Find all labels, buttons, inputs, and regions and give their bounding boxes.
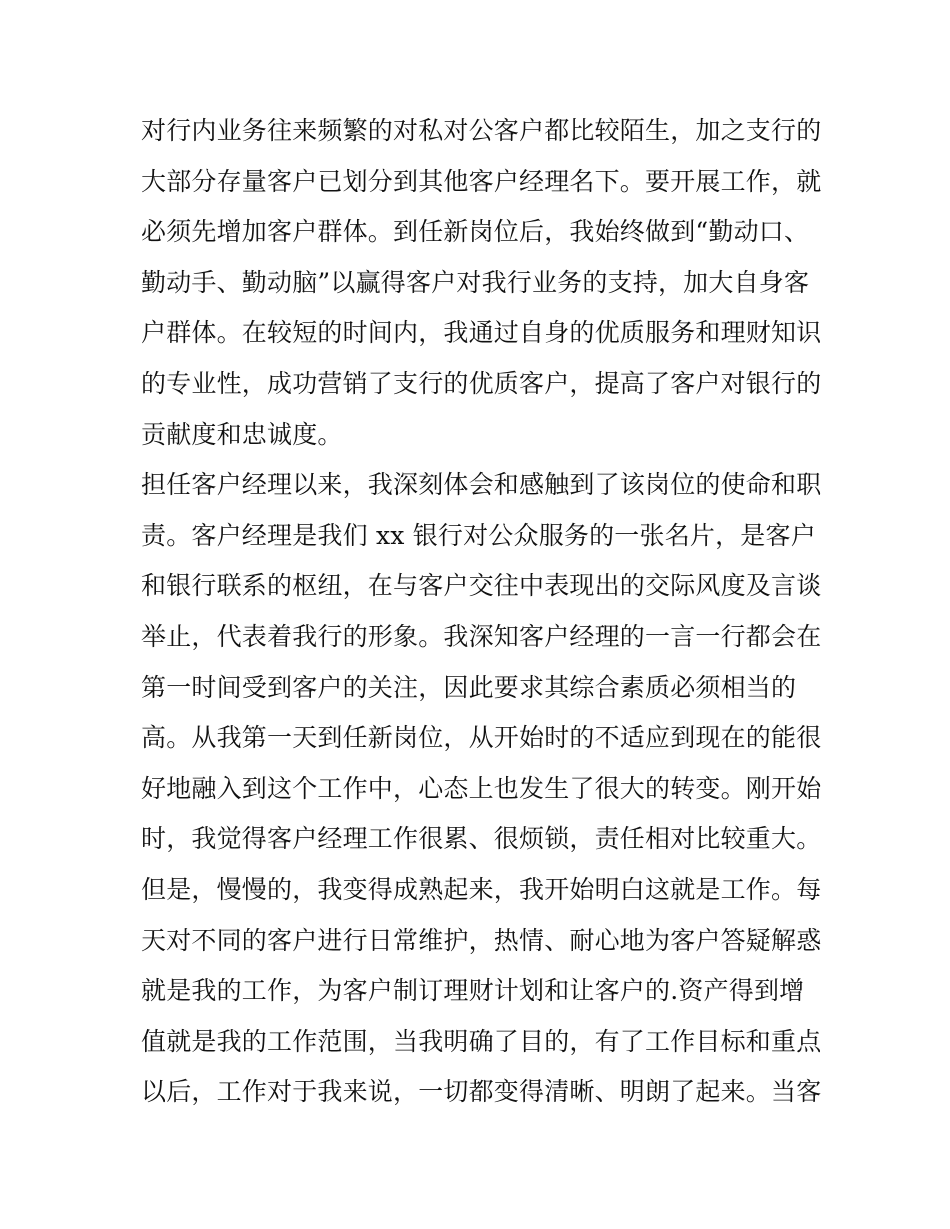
text-line: 户群体。在较短的时间内，我通过自身的优质服务和理财知识 xyxy=(141,318,822,348)
text-line: 责。客户经理是我们 xx 银行对公众服务的一张名片，是客户 xyxy=(141,520,816,550)
text-line: 高。从我第一天到任新岗位，从开始时的不适应到现在的能很 xyxy=(141,723,822,753)
text-line: 对行内业务往来频繁的对私对公客户都比较陌生，加之支行的 xyxy=(141,116,822,145)
text-line: 以后，工作对于我来说，一切都变得清晰、明朗了起来。当客 xyxy=(141,1077,822,1107)
text-line: 举止，代表着我行的形象。我深知客户经理的一言一行都会在 xyxy=(141,621,822,651)
text-line: 时，我觉得客户经理工作很累、很烦锁，责任相对比较重大。 xyxy=(141,824,822,854)
text-line: 第一时间受到客户的关注，因此要求其综合素质必须相当的 xyxy=(141,672,797,702)
text-line: 天对不同的客户进行日常维护，热情、耐心地为客户答疑解惑 xyxy=(141,925,822,955)
text-line: 就是我的工作，为客户制订理财计划和让客户的.资产得到增 xyxy=(141,976,805,1006)
text-line: 担任客户经理以来，我深刻体会和感触到了该岗位的使命和职 xyxy=(141,470,822,500)
text-line: 必须先增加客户群体。到任新岗位后，我始终做到“勤动口、 xyxy=(141,217,810,247)
text-line: 值就是我的工作范围，当我明确了目的，有了工作目标和重点 xyxy=(141,1026,822,1056)
text-line: 和银行联系的枢纽，在与客户交往中表现出的交际风度及言谈 xyxy=(141,571,822,601)
text-line: 贡献度和忠诚度。 xyxy=(141,419,343,449)
text-line: 但是，慢慢的，我变得成熟起来，我开始明白这就是工作。每 xyxy=(141,874,822,904)
text-line: 好地融入到这个工作中，心态上也发生了很大的转变。刚开始 xyxy=(141,773,822,803)
text-line: 的专业性，成功营销了支行的优质客户，提高了客户对银行的 xyxy=(141,368,822,398)
body-text xyxy=(141,106,821,1118)
text-line: 勤动手、勤动脑”以赢得客户对我行业务的支持，加大自身客 xyxy=(141,267,810,297)
text-line: 大部分存量客户已划分到其他客户经理名下。要开展工作，就 xyxy=(141,166,822,196)
